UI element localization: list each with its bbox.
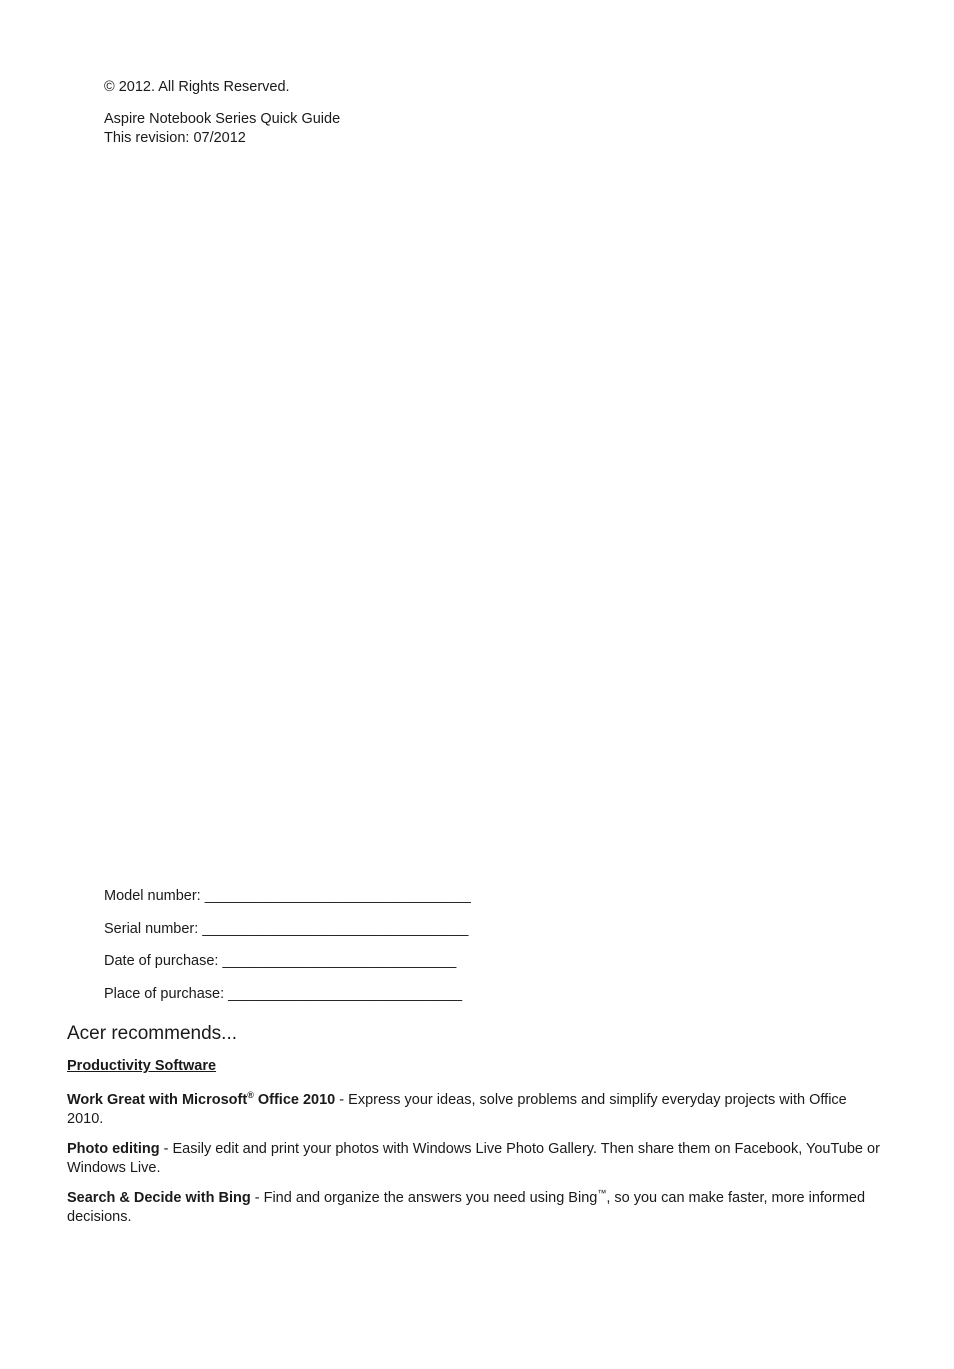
section-heading: Acer recommends...	[67, 1023, 237, 1044]
item-description-end: , so you can make faster, more informed decisions.	[67, 1190, 866, 1225]
serial-number-field	[104, 920, 471, 939]
model-number-field	[104, 887, 471, 906]
field-blank-line: _________________________________	[202, 920, 469, 937]
copyright-notice: © 2012. All Rights Reserved.	[104, 79, 290, 95]
field-blank-line: _____________________________	[228, 985, 463, 1002]
registered-mark: ®	[247, 1090, 254, 1101]
recommendation-bing	[67, 1189, 887, 1227]
field-label: Model number:	[104, 888, 201, 904]
item-description: - Find and organize the answers you need using Bing	[250, 1190, 598, 1206]
acer-recommends-section	[67, 1022, 887, 1242]
item-title: Work Great with Microsoft® Office 2010	[67, 1090, 336, 1108]
guide-title: Aspire Notebook Series Quick Guide	[104, 111, 341, 127]
item-description: - Express your ideas, solve problems and simplify everyday projects with Office 2010.	[67, 1092, 847, 1127]
item-title: Photo editing	[67, 1141, 160, 1157]
trademark-mark: ™	[597, 1188, 607, 1199]
item-title: Search & Decide with Bing	[67, 1190, 251, 1206]
recommendation-office	[67, 1091, 887, 1129]
field-label: Place of purchase:	[104, 985, 225, 1002]
recommendation-photo-editing	[67, 1140, 887, 1178]
field-blank-line: _________________________________	[204, 888, 471, 904]
guide-info	[104, 110, 340, 148]
item-description: - Easily edit and print your photos with Windows Live Photo Gallery. Then share them on Facebook, YouTube or Windows Live.	[67, 1141, 880, 1176]
purchase-record-fields	[104, 887, 471, 1017]
field-label: Serial number:	[104, 920, 199, 937]
date-of-purchase-field	[104, 952, 471, 971]
field-blank-line: _____________________________	[222, 953, 457, 969]
productivity-software-title: Productivity Software	[67, 1058, 217, 1074]
field-label: Date of purchase:	[104, 953, 219, 969]
revision-date: This revision: 07/2012	[104, 130, 246, 146]
place-of-purchase-field	[104, 985, 471, 1004]
